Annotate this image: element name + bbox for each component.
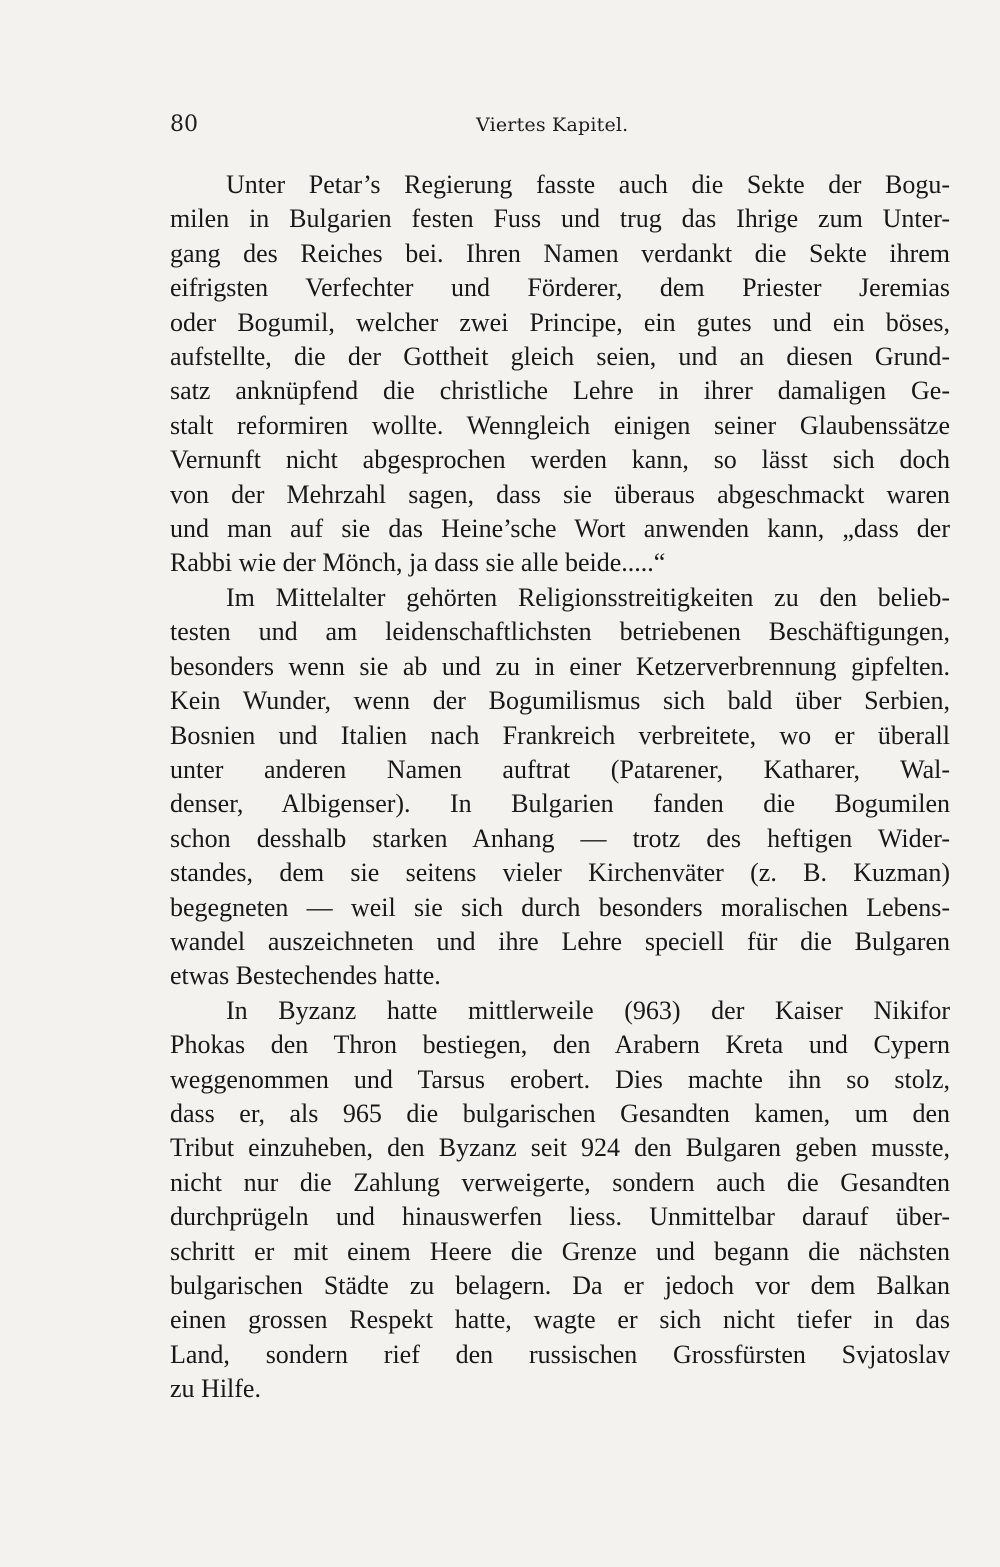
text-line: standes, dem sie seitens vieler Kirchenväter (z. B. Kuzman) — [170, 858, 950, 888]
body-text — [170, 168, 950, 1407]
text-line: schritt er mit einem Heere die Grenze und begann die nächsten — [170, 1236, 950, 1266]
text-line: dass er, als 965 die bulgarischen Gesandten kamen, um den — [170, 1098, 950, 1128]
text-line: wandel auszeichneten und ihre Lehre speciell für die Bulgaren — [170, 926, 950, 956]
text-line: satz anknüpfend die christliche Lehre in ihrer damaligen Ge- — [170, 376, 950, 406]
text-line: einen grossen Respekt hatte, wagte er sich nicht tiefer in das — [170, 1305, 950, 1335]
text-line: Kein Wunder, wenn der Bogumilismus sich bald über Serbien, — [170, 686, 950, 716]
text-line: Phokas den Thron bestiegen, den Arabern Kreta und Cypern — [170, 1030, 950, 1060]
text-line: schon desshalb starken Anhang — trotz des heftigen Wider- — [170, 823, 950, 853]
text-line: oder Bogumil, welcher zwei Principe, ein gutes und ein böses, — [170, 307, 950, 337]
text-line: denser, Albigenser). In Bulgarien fanden die Bogumilen — [170, 789, 950, 819]
page-header — [170, 112, 950, 146]
text-line: In Byzanz hatte mittlerweile (963) der Kaiser Nikifor — [226, 995, 950, 1025]
text-line: besonders wenn sie ab und zu in einer Ketzerverbrennung gipfelten. — [170, 651, 950, 681]
text-line: zu Hilfe. — [170, 1374, 261, 1404]
text-line: und man auf sie das Heine’sche Wort anwenden kann, „dass der — [170, 514, 950, 544]
text-line: Vernunft nicht abgesprochen werden kann, so lässt sich doch — [170, 445, 950, 475]
text-line: unter anderen Namen auftrat (Patarener, Katharer, Wal- — [170, 754, 950, 784]
text-line: aufstellte, die der Gottheit gleich seien, und an diesen Grund- — [170, 342, 950, 372]
text-line: begegneten — weil sie sich durch besonders moralischen Lebens- — [170, 892, 950, 922]
text-line: testen und am leidenschaftlichsten betriebenen Beschäftigungen, — [170, 617, 950, 647]
text-line: nicht nur die Zahlung verweigerte, sondern auch die Gesandten — [170, 1167, 950, 1197]
text-line: Unter Petar’s Regierung fasste auch die Sekte der Bogu- — [226, 170, 950, 199]
text-line: Rabbi wie der Mönch, ja dass sie alle beide.....“ — [170, 548, 666, 578]
text-line: bulgarischen Städte zu belagern. Da er jedoch vor dem Balkan — [170, 1271, 950, 1300]
text-line: Bosnien und Italien nach Frankreich verbreitete, wo er überall — [170, 720, 950, 750]
running-head: Viertes Kapitel. — [476, 114, 629, 136]
page-number: 80 — [170, 112, 198, 137]
text-line: durchprügeln und hinauswerfen liess. Unmittelbar darauf über- — [170, 1202, 950, 1232]
text-line: weggenommen und Tarsus erobert. Dies machte ihn so stolz, — [170, 1064, 950, 1094]
text-line: etwas Bestechendes hatte. — [170, 961, 441, 991]
text-line: Tribut einzuheben, den Byzanz seit 924 den Bulgaren geben musste, — [170, 1133, 950, 1163]
text-line: gang des Reiches bei. Ihren Namen verdankt die Sekte ihrem — [170, 238, 950, 268]
text-line: Land, sondern rief den russischen Grossfürsten Svjatoslav — [170, 1339, 950, 1369]
text-line: von der Mehrzahl sagen, dass sie überaus abgeschmackt waren — [170, 479, 950, 509]
text-line: stalt reformiren wollte. Wenngleich einigen seiner Glaubenssätze — [170, 410, 950, 440]
text-line: milen in Bulgarien festen Fuss und trug das Ihrige zum Unter- — [170, 204, 950, 234]
text-line: eifrigsten Verfechter und Förderer, dem Priester Jeremias — [170, 273, 950, 303]
text-line: Im Mittelalter gehörten Religionsstreitigkeiten zu den belieb- — [226, 582, 950, 612]
